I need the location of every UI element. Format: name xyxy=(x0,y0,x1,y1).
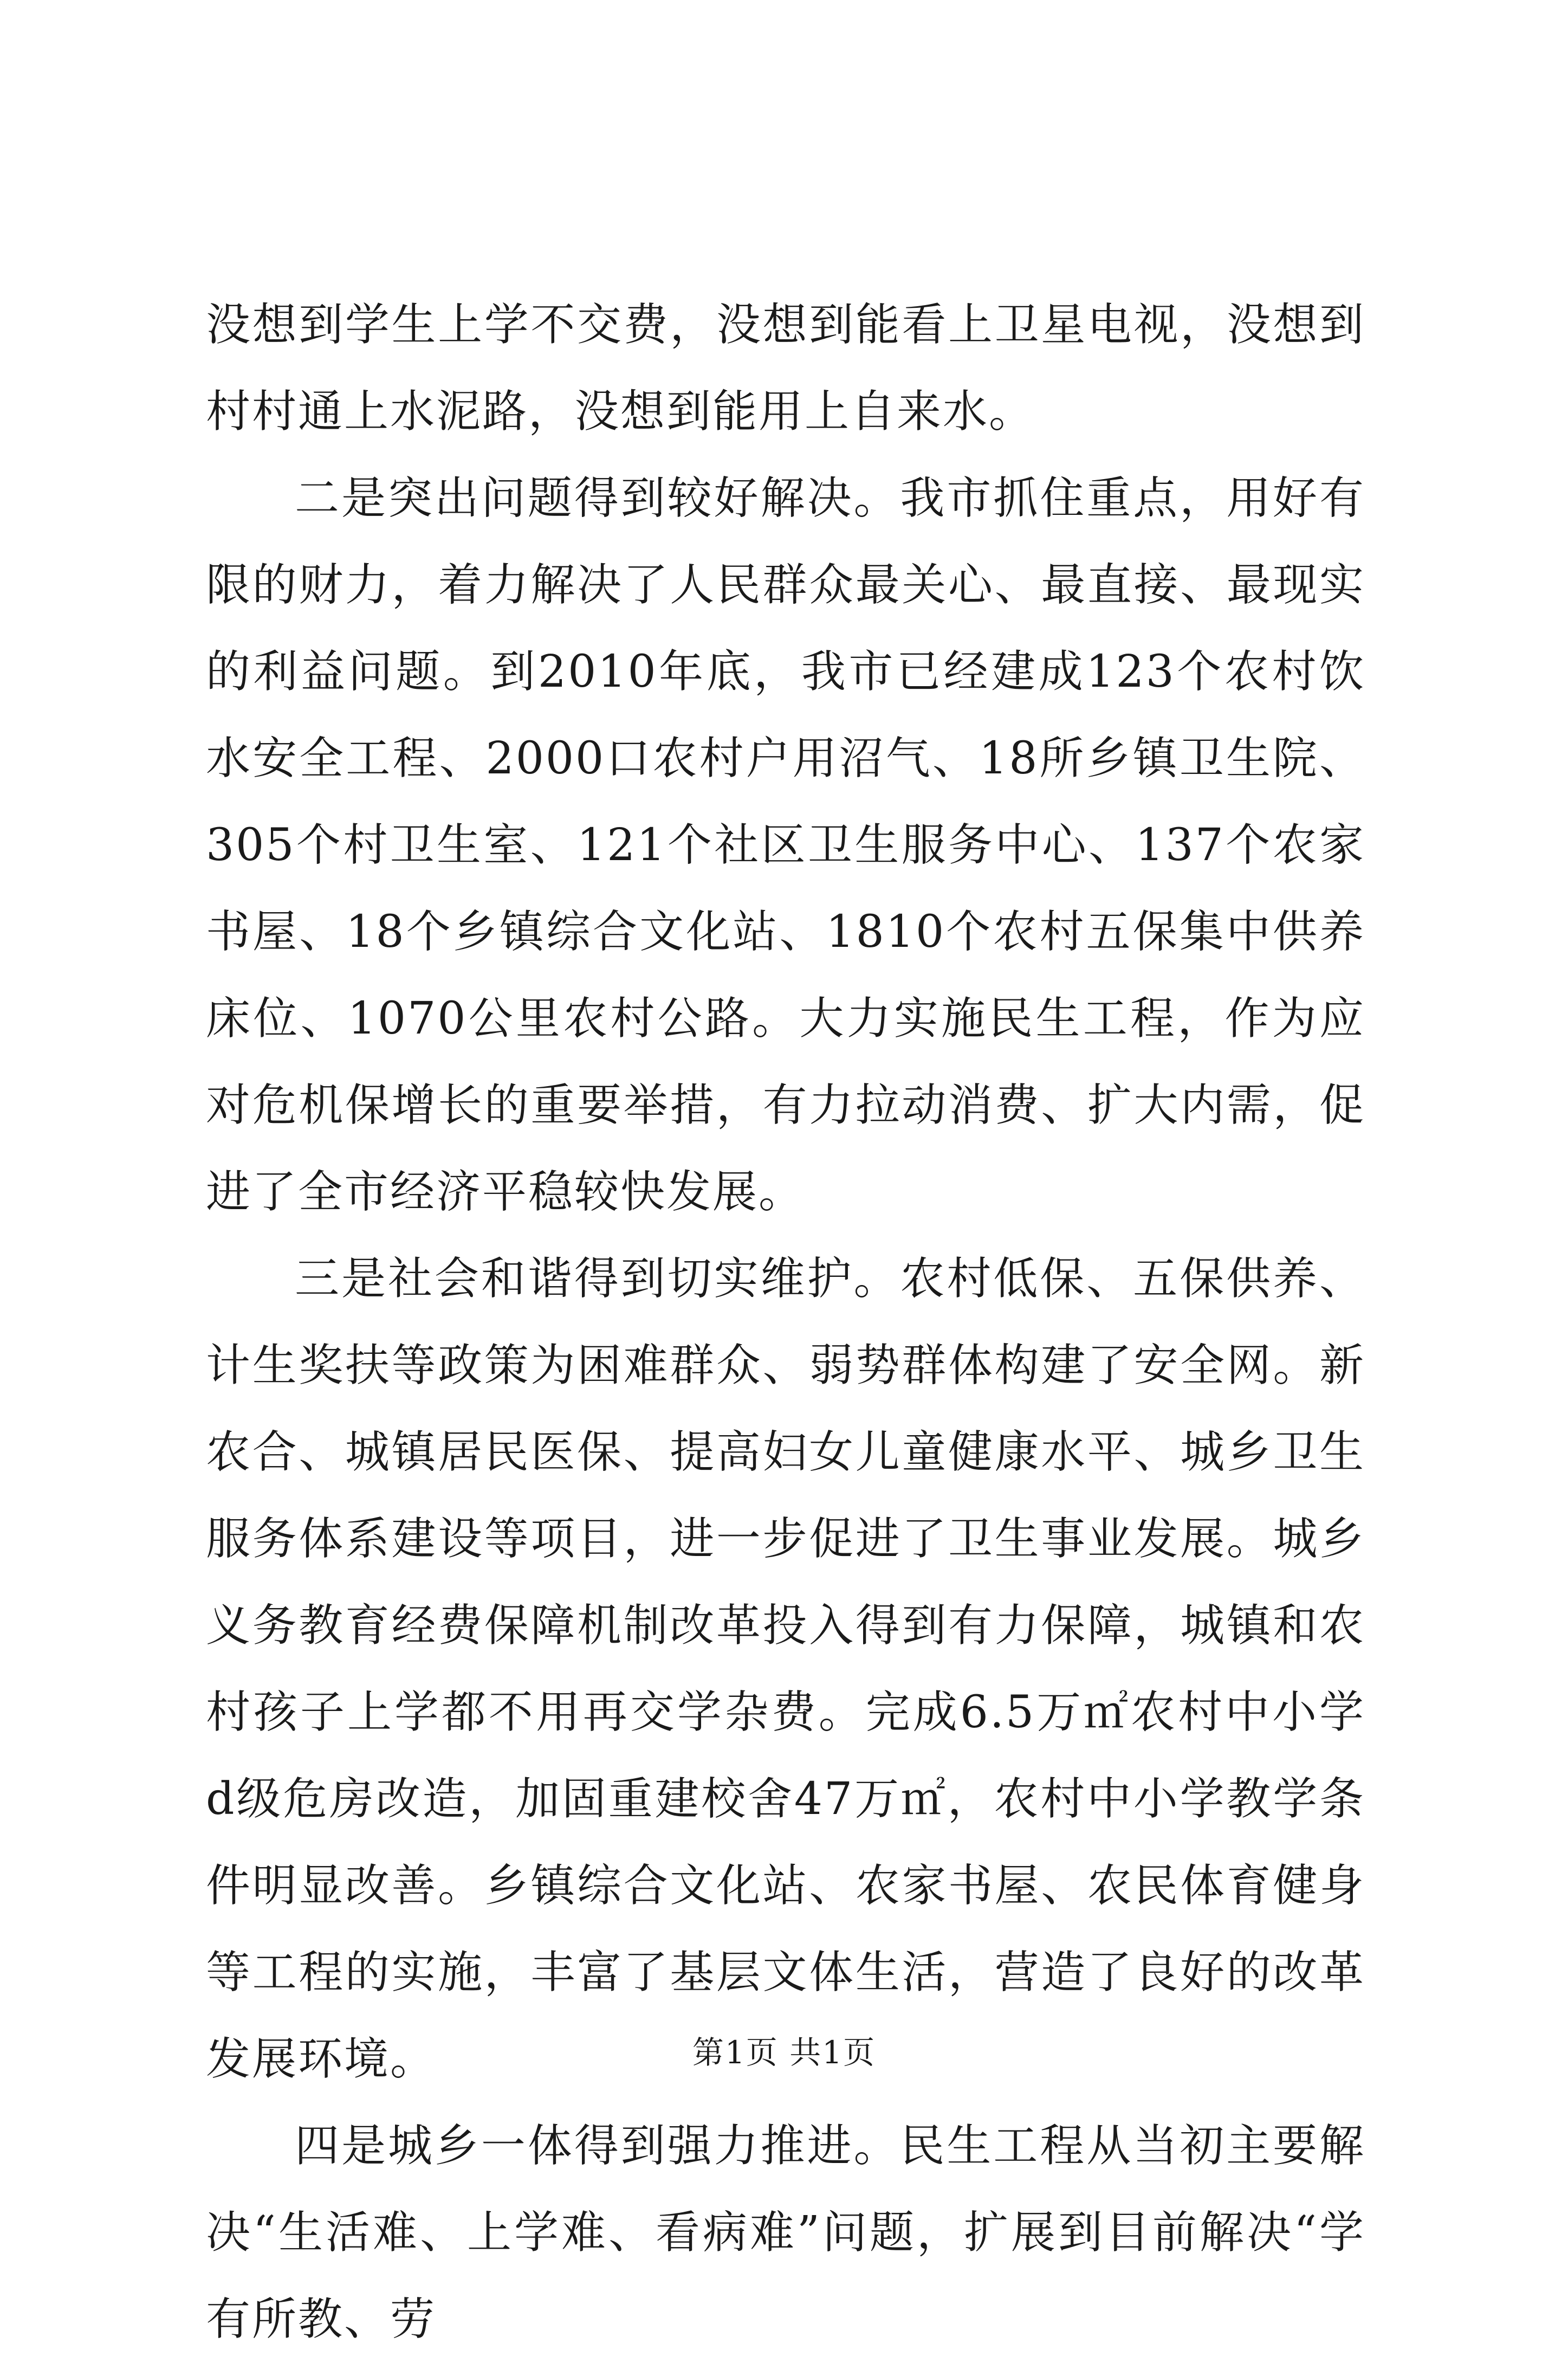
page-footer: 第1页 共1页 xyxy=(692,2034,876,2071)
paragraph-1: 没想到学生上学不交费，没想到能看上卫星电视，没想到村村通上水泥路，没想到能用上自来水。 xyxy=(206,299,1365,437)
paragraph-4: 四是城乡一体得到强力推进。民生工程从当初主要解决“生活难、上学难、看病难”问题，扩展到目前解决“学有所教、劳 xyxy=(206,2120,1365,2345)
paragraph-2: 二是突出问题得到较好解决。我市抓住重点，用好有限的财力，着力解决了人民群众最关心、最直接、最现实的利益问题。到2010年底，我市已经建成123个农村饮水安全工程、2000口农村户用沼气、18所乡镇卫生院、305个村卫生室、121个社区卫生服务中心、137个农家书屋、18个乡镇综合文化站、1810个农村五保集中供养床位、1070公里农村公路。大力实施民生工程，作为应对危机保增长的重要举措，有力拉动消费、扩大内需，促进了全市经济平稳较快发展。 xyxy=(206,473,1365,1218)
paragraph-3: 三是社会和谐得到切实维护。农村低保、五保供养、计生奖扶等政策为困难群众、弱势群体构建了安全网。新农合、城镇居民医保、提高妇女儿童健康水平、城乡卫生服务体系建设等项目，进一步促进了卫生事业发展。城乡义务教育经费保障机制改革投入得到有力保障，城镇和农村孩子上学都不用再交学杂费。完成6.5万㎡农村中小学d级危房改造，加固重建校舍47万㎡，农村中小学教学条件明显改善。乡镇综合文化站、农家书屋、农民体育健身等工程的实施，丰富了基层文体生活，营造了良好的改革发展环境。 xyxy=(206,1253,1365,2085)
